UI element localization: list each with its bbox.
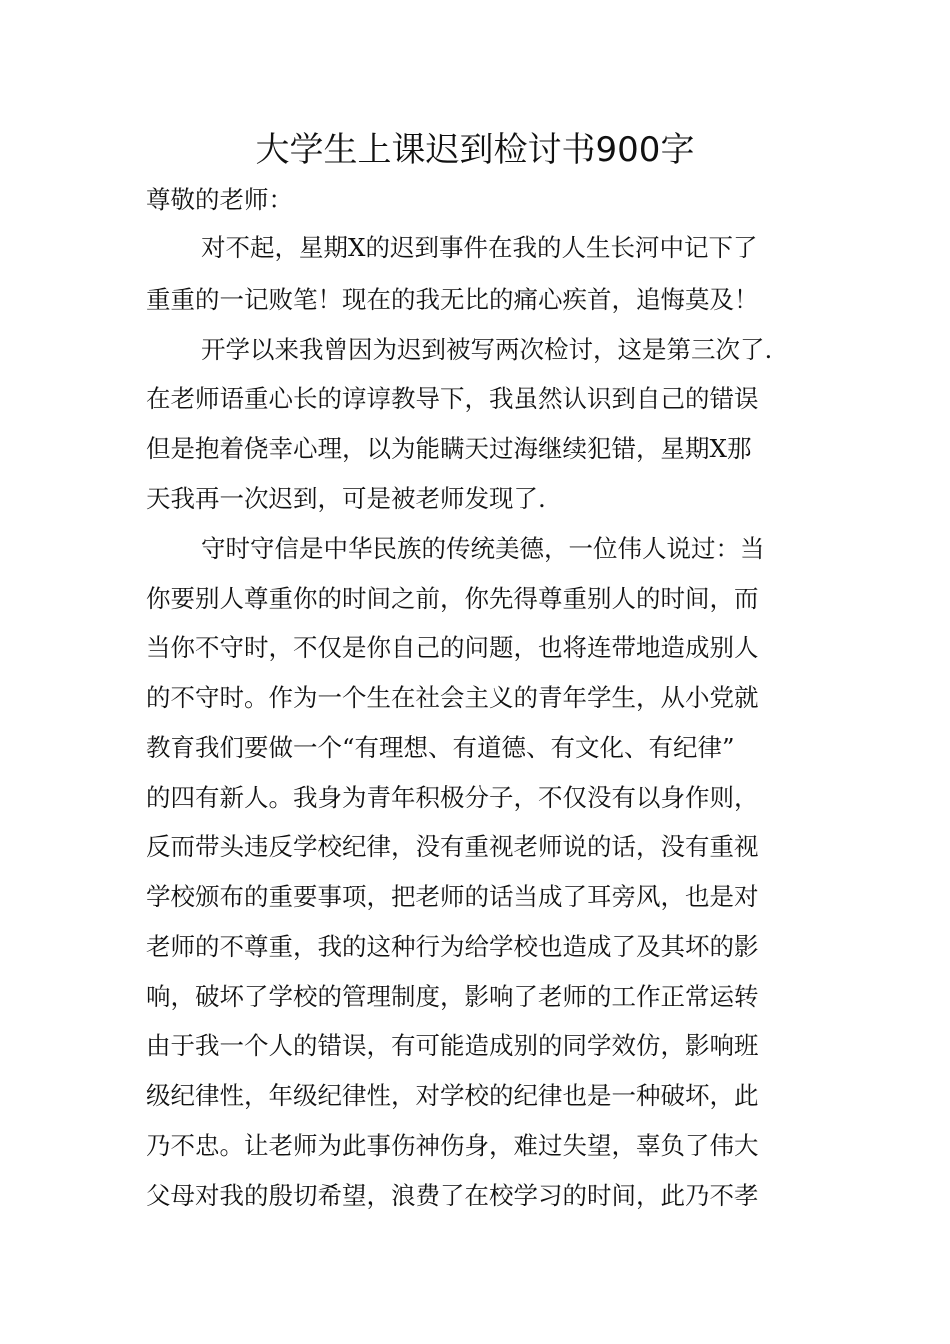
document-title: 大学生上课迟到检讨书900字 [255, 130, 695, 170]
paragraph-line: 的不守时。作为一个生在社会主义的青年学生，从小党就 [146, 683, 759, 712]
paragraph-line: 响，破坏了学校的管理制度，影响了老师的工作正常运转 [146, 982, 759, 1011]
paragraph-line: 的四有新人。我身为青年积极分子，不仅没有以身作则， [146, 783, 759, 812]
paragraph-line: 父母对我的殷切希望，浪费了在校学习的时间，此乃不孝 [146, 1181, 759, 1210]
paragraph-line: 当你不守时，不仅是你自己的问题，也将连带地造成别人 [146, 633, 759, 662]
paragraph-line: 老师的不尊重，我的这种行为给学校也造成了及其坏的影 [146, 932, 759, 961]
paragraph-line: 重重的一记败笔！现在的我无比的痛心疾首，追悔莫及！ [146, 285, 759, 314]
paragraph-line: 级纪律性，年级纪律性，对学校的纪律也是一种破坏，此 [146, 1081, 759, 1110]
paragraph-line: 你要别人尊重你的时间之前，你先得尊重别人的时间，而 [146, 584, 759, 613]
paragraph-line: 乃不忠。让老师为此事伤神伤身，难过失望，辜负了伟大 [146, 1131, 759, 1160]
paragraph-line: 在老师语重心长的谆谆教导下，我虽然认识到自己的错误 [146, 384, 759, 413]
paragraph-line: 守时守信是中华民族的传统美德，一位伟人说过：当 [201, 534, 765, 563]
paragraph-line: 由于我一个人的错误，有可能造成别的同学效仿，影响班 [146, 1031, 759, 1060]
paragraph-line: 学校颁布的重要事项，把老师的话当成了耳旁风，也是对 [146, 882, 759, 911]
paragraph-line: 开学以来我曾因为迟到被写两次检讨，这是第三次了. [201, 335, 773, 364]
paragraph-line: 对不起，星期X的迟到事件在我的人生长河中记下了 [201, 233, 758, 262]
paragraph-line: 天我再一次迟到，可是被老师发现了. [146, 484, 546, 513]
paragraph-line: 教育我们要做一个“有理想、有道德、有文化、有纪律” [146, 733, 735, 762]
paragraph-line: 反而带头违反学校纪律，没有重视老师说的话，没有重视 [146, 832, 759, 861]
salutation: 尊敬的老师： [146, 185, 293, 214]
paragraph-line: 但是抱着侥幸心理，以为能瞒天过海继续犯错，星期X那 [146, 434, 752, 463]
